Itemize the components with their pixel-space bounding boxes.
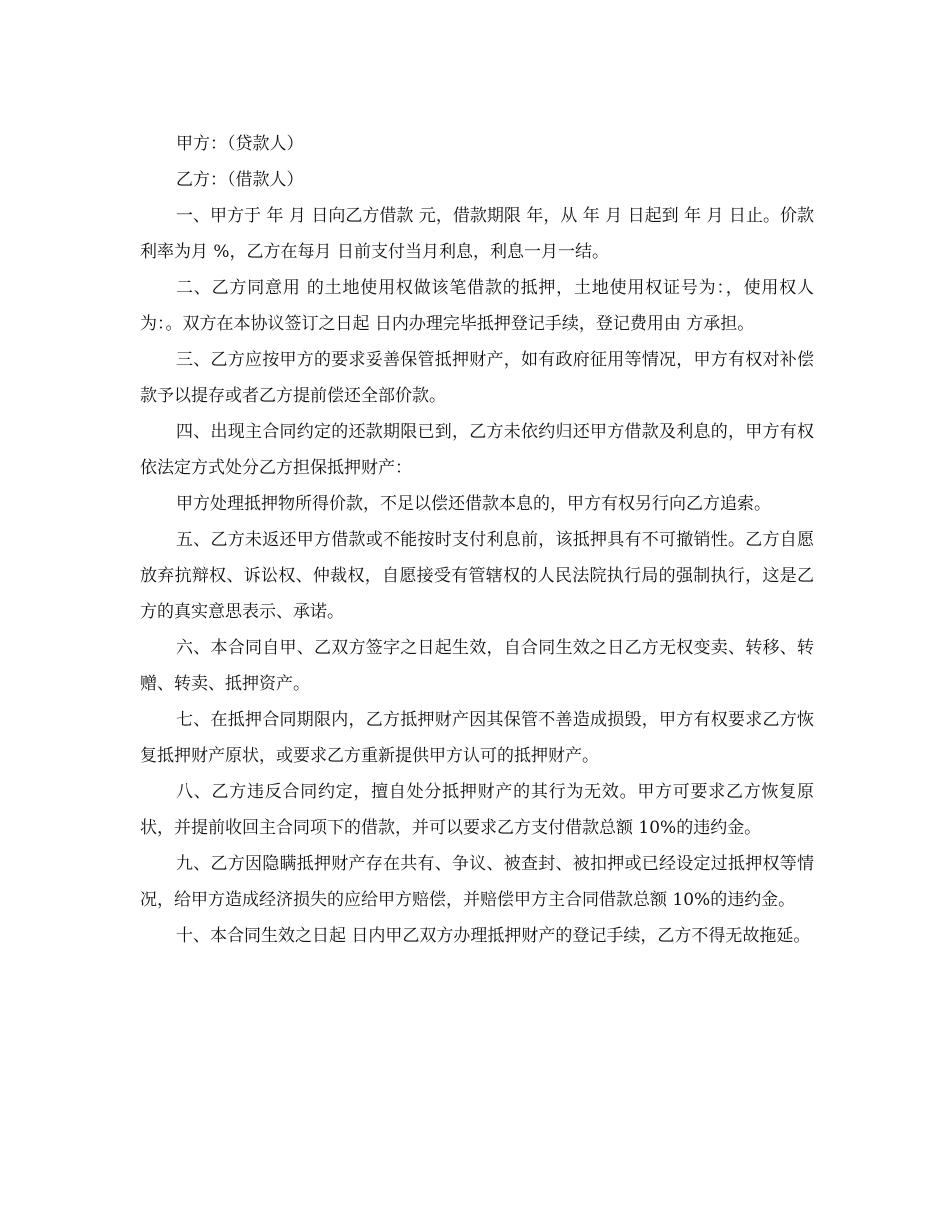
party-b-line: 乙方：（借款人） xyxy=(176,170,304,190)
clause-10: 十、本合同生效之日起 日内甲乙双方办理抵押财产的登记手续，乙方不得无故拖延。 xyxy=(176,926,811,946)
clause-4: 四、出现主合同约定的还款期限已到，乙方未依约归还甲方借款及利息的，甲方有权依法定方式处分乙方担保抵押财产： xyxy=(140,422,814,478)
clause-6: 六、本合同自甲、乙双方签字之日起生效，自合同生效之日乙方无权变卖、转移、转赠、转卖、抵押资产。 xyxy=(140,638,814,694)
clause-3: 三、乙方应按甲方的要求妥善保管抵押财产，如有政府征用等情况，甲方有权对补偿款予以提存或者乙方提前偿还全部价款。 xyxy=(140,350,814,406)
clause-2: 二、乙方同意用 的土地使用权做该笔借款的抵押，土地使用权证号为：，使用权人为：。双方在本协议签订之日起 日内办理完毕抵押登记手续，登记费用由 方承担。 xyxy=(140,278,814,334)
clause-9: 九、乙方因隐瞒抵押财产存在共有、争议、被查封、被扣押或已经设定过抵押权等情况，给甲方造成经济损失的应给甲方赔偿，并赔偿甲方主合同借款总额 10%的违约金。 xyxy=(140,854,814,910)
document-body xyxy=(140,126,814,954)
clause-1: 一、甲方于 年 月 日向乙方借款 元，借款期限 年，从 年 月 日起到 年 月 日止。价款利率为月 %，乙方在每月 日前支付当月利息，利息一月一结。 xyxy=(140,206,814,262)
clause-7: 七、在抵押合同期限内，乙方抵押财产因其保管不善造成损毁，甲方有权要求乙方恢复抵押财产原状，或要求乙方重新提供甲方认可的抵押财产。 xyxy=(140,710,814,766)
clause-5: 五、乙方未返还甲方借款或不能按时支付利息前，该抵押具有不可撤销性。乙方自愿放弃抗辩权、诉讼权、仲裁权，自愿接受有管辖权的人民法院执行局的强制执行，这是乙方的真实意思表示、承诺。 xyxy=(140,530,814,622)
clause-8: 八、乙方违反合同约定，擅自处分抵押财产的其行为无效。甲方可要求乙方恢复原状，并提前收回主合同项下的借款，并可以要求乙方支付借款总额 10%的违约金。 xyxy=(140,782,814,838)
party-a-line: 甲方：（贷款人） xyxy=(176,134,304,154)
clause-4-detail: 甲方处理抵押物所得价款，不足以偿还借款本息的，甲方有权另行向乙方追索。 xyxy=(176,494,771,514)
